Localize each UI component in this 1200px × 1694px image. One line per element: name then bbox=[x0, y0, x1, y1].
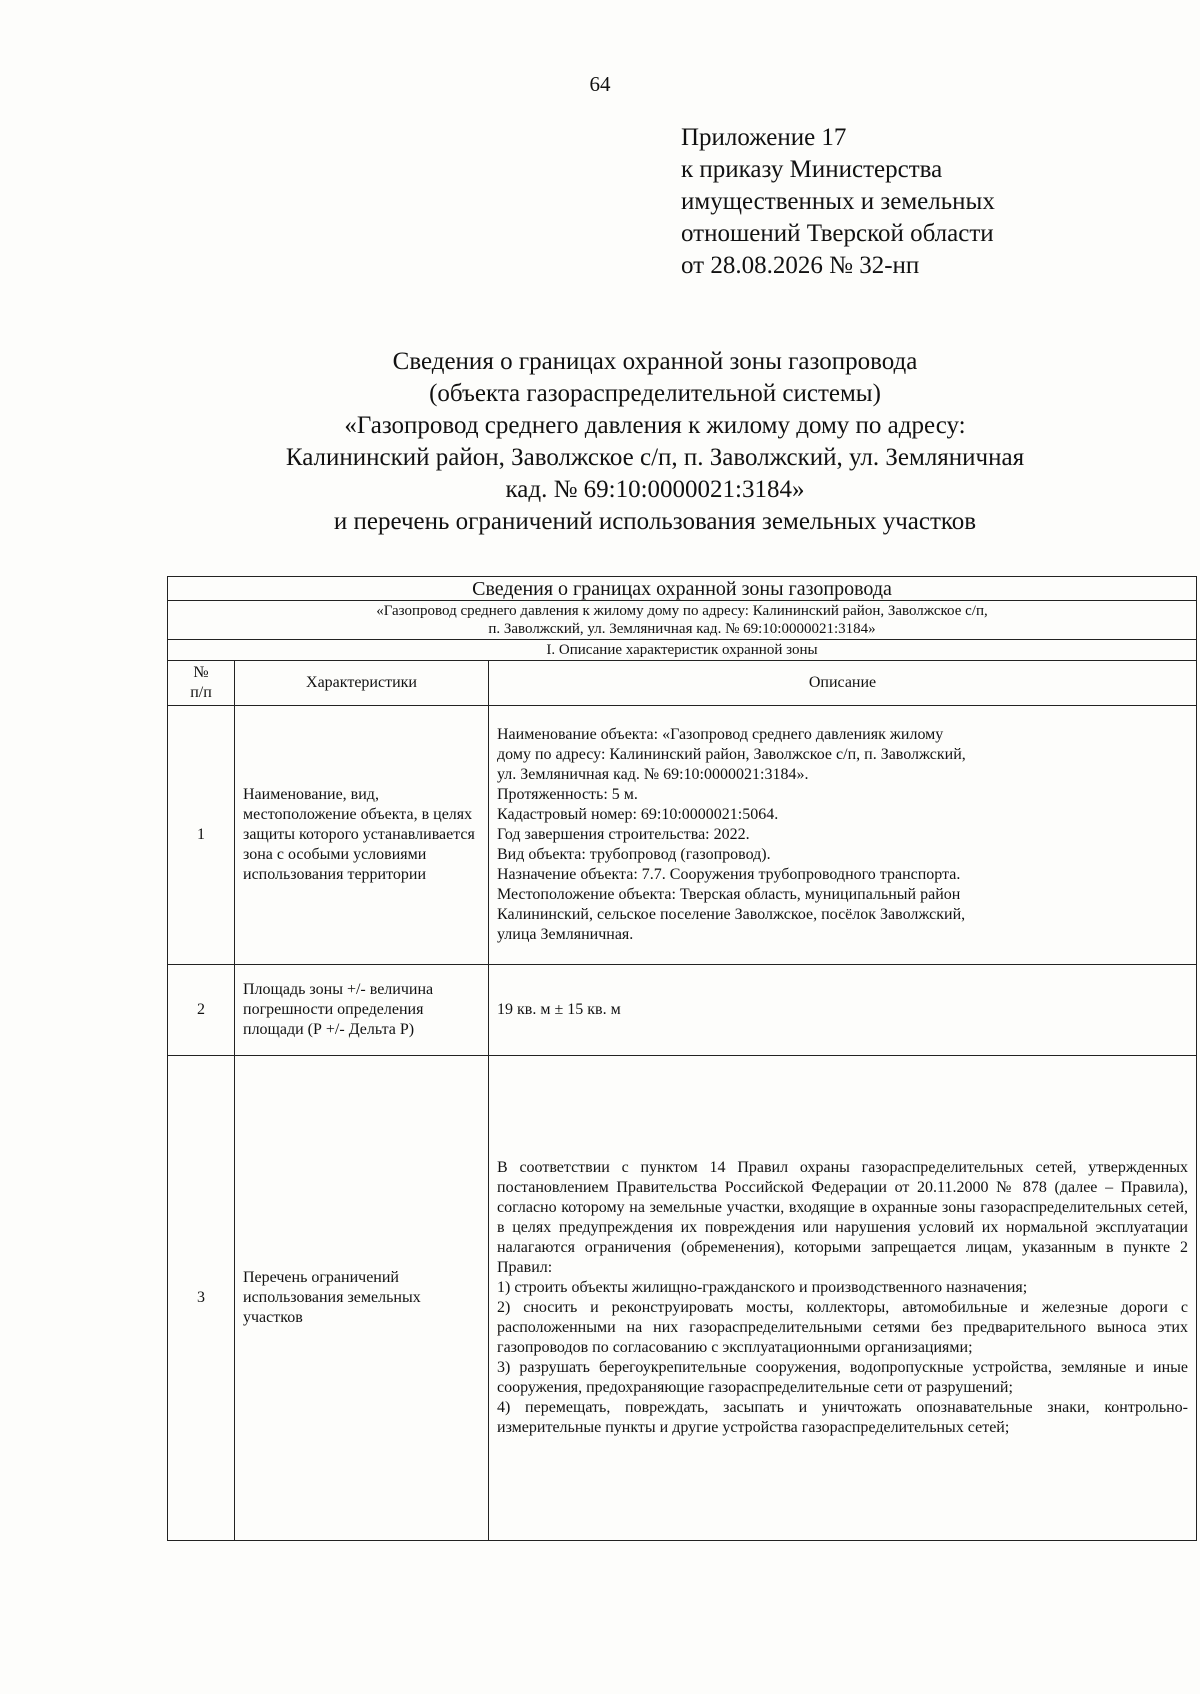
subheading-line: п. Заволжский, ул. Земляничная кад. № 69:10:0000021:3184» bbox=[488, 621, 876, 637]
description-paragraph: 3) разрушать берегоукрепительные сооружения, водопропускные устройства, земляные и иные сооружения, предохраняющие газораспределительные сети от разрушений; bbox=[497, 1359, 1188, 1396]
row-number: 2 bbox=[168, 965, 235, 1056]
subheading-line: «Газопровод среднего давления к жилому дому по адресу: Калининский район, Заволжское с/п, bbox=[376, 603, 988, 619]
table-row bbox=[168, 1056, 1197, 1541]
row-number: 1 bbox=[168, 706, 235, 965]
column-header-number-symbol: № bbox=[193, 664, 209, 681]
column-header-characteristics: Характеристики bbox=[235, 661, 489, 706]
protection-zone-table bbox=[167, 576, 1197, 1541]
description-line: Местоположение объекта: Тверская область, муниципальный район bbox=[497, 886, 961, 903]
description-line: ул. Земляничная кад. № 69:10:0000021:3184». bbox=[497, 766, 809, 783]
row-characteristic: Наименование, вид, местоположение объекта, в целях защиты которого устанавливается зона с особыми условиями использования территории bbox=[235, 706, 489, 965]
table-row bbox=[168, 706, 1197, 965]
table-heading: Сведения о границах охранной зоны газопровода bbox=[168, 577, 1197, 601]
title-line: «Газопровод среднего давления к жилому дому по адресу: bbox=[344, 412, 966, 439]
description-line: Назначение объекта: 7.7. Сооружения трубопроводного транспорта. bbox=[497, 866, 961, 883]
description-line: улица Земляничная. bbox=[497, 926, 634, 943]
description-line: Протяженность: 5 м. bbox=[497, 786, 638, 803]
appendix-line: к приказу Министерства bbox=[681, 156, 943, 183]
row-characteristic: Перечень ограничений использования земельных участков bbox=[235, 1056, 489, 1541]
description-line: Вид объекта: трубопровод (газопровод). bbox=[497, 846, 771, 863]
description-paragraph: 1) строить объекты жилищно-гражданского и производственного назначения; bbox=[497, 1279, 1028, 1296]
description-line: Наименование объекта: «Газопровод среднего давленияк жилому bbox=[497, 726, 944, 743]
title-line: Калининский район, Заволжское с/п, п. Заволжский, ул. Земляничная bbox=[285, 444, 1025, 471]
description-line: Год завершения строительства: 2022. bbox=[497, 826, 750, 843]
title-line: (объекта газораспределительной системы) bbox=[429, 380, 881, 407]
table-row bbox=[168, 965, 1197, 1056]
row-description bbox=[489, 706, 1197, 965]
title-line: кад. № 69:10:0000021:3184» bbox=[505, 476, 805, 503]
appendix-line: имущественных и земельных bbox=[681, 188, 995, 215]
appendix-line: Приложение 17 bbox=[681, 124, 847, 151]
description-paragraph: В соответствии с пунктом 14 Правил охраны газораспределительных сетей, утвержденных постановлением Правительства Российской Федерации от 20.11.2000 № 878 (далее – Правила), согласно которому на земельные участки, входящие в охранные зоны газораспределительных сетей, в целях предупреждения их повреждения или нарушения условий их нормальной эксплуатации налагаются ограничения (обременения), которыми запрещается лицам, указанным в пункте 2 Правил: bbox=[497, 1159, 1188, 1276]
title-line: и перечень ограничений использования земельных участков bbox=[333, 508, 977, 535]
description-line: Кадастровый номер: 69:10:0000021:5064. bbox=[497, 806, 779, 823]
table-subheading bbox=[168, 601, 1197, 640]
column-header-number-abbr: п/п bbox=[190, 684, 212, 701]
title-line: Сведения о границах охранной зоны газопровода bbox=[392, 348, 918, 375]
row-characteristic: Площадь зоны +/- величина погрешности определения площади (Р +/- Дельта Р) bbox=[235, 965, 489, 1056]
description-paragraph: 4) перемещать, повреждать, засыпать и уничтожать опознавательные знаки, контрольно-измерительные пункты и другие устройства газораспределительных сетей; bbox=[497, 1399, 1188, 1436]
row-number: 3 bbox=[168, 1056, 235, 1541]
description-line: дому по адресу: Калининский район, Заволжское с/п, п. Заволжский, bbox=[497, 746, 966, 763]
row-description bbox=[489, 1056, 1197, 1541]
column-header-description: Описание bbox=[489, 661, 1197, 706]
row-description: 19 кв. м ± 15 кв. м bbox=[489, 965, 1197, 1056]
appendix-line: от 28.08.2026 № 32-нп bbox=[681, 252, 920, 279]
document-title bbox=[150, 346, 1160, 538]
appendix-header bbox=[681, 122, 995, 282]
column-header-number bbox=[168, 661, 235, 706]
description-line: Калининский, сельское поселение Заволжское, посёлок Заволжский, bbox=[497, 906, 966, 923]
description-paragraph: 2) сносить и реконструировать мосты, коллекторы, автомобильные и железные дороги с расположенными на них газораспределительными сетями без предварительного выноса этих газопроводов по согласованию с эксплуатационными организациями; bbox=[497, 1299, 1188, 1356]
section-title: I. Описание характеристик охранной зоны bbox=[168, 640, 1197, 661]
page-number: 64 bbox=[589, 72, 611, 96]
appendix-line: отношений Тверской области bbox=[681, 220, 994, 247]
